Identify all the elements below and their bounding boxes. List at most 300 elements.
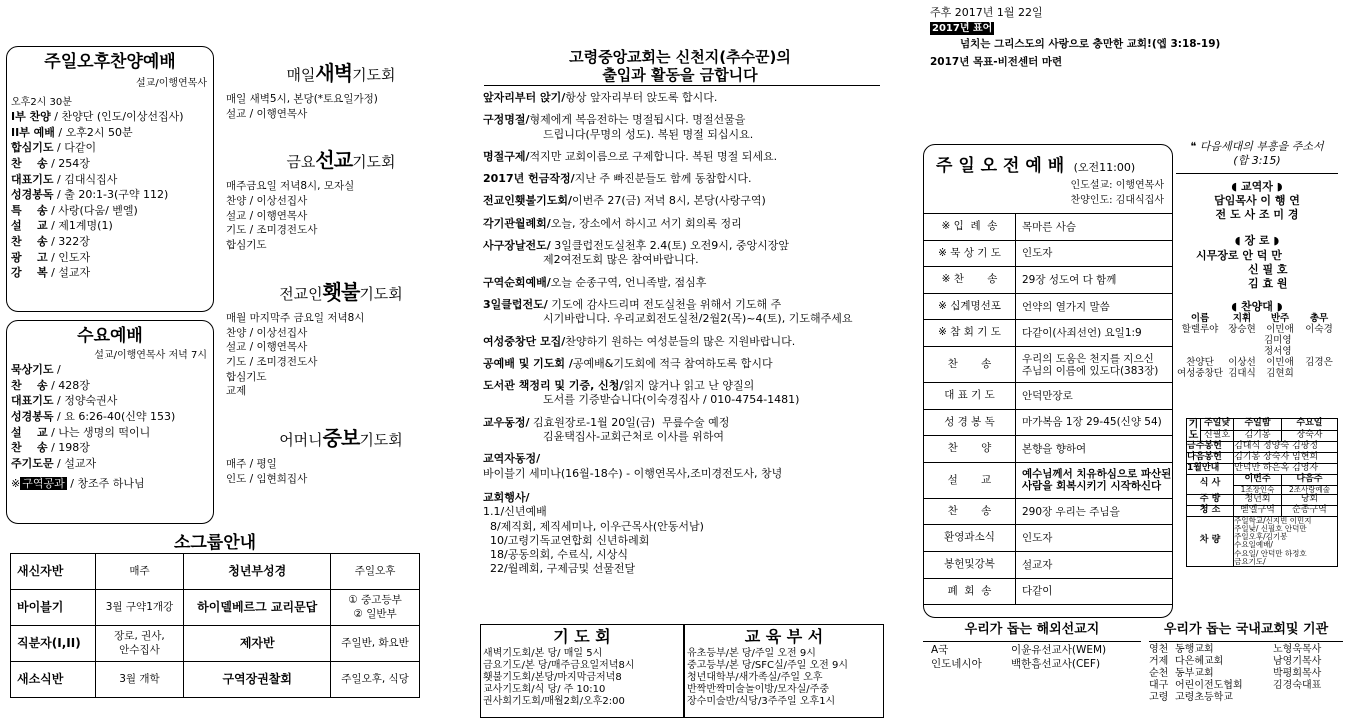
- morning-row: [924, 383, 1172, 410]
- prayer-meetings-column: [224, 60, 456, 486]
- notice-topic: 각기관월례회/: [483, 216, 551, 230]
- morning-service-time: (오전11:00): [1073, 161, 1136, 174]
- notice-item: [483, 217, 883, 231]
- domestic-mission-church: 어린이전도협회: [1175, 679, 1243, 691]
- wednesday-row-label: 대표기도: [11, 394, 54, 408]
- staff-elders-title: 장 로: [1244, 234, 1270, 248]
- bullet-right-icon: ◗: [1272, 299, 1283, 313]
- elder-line-2: 신 필 호: [1248, 263, 1288, 277]
- choir-r3-0: 여성중창단: [1177, 367, 1223, 379]
- notice-heading-rule: [484, 85, 880, 86]
- car-line: 금요기도/: [1234, 556, 1266, 566]
- small-group-name: 제자반: [184, 626, 331, 662]
- prayer-meeting-deco: 새벽: [315, 61, 353, 85]
- small-group-name: 새신자반: [11, 554, 96, 590]
- morning-service-order: [924, 213, 1172, 605]
- prayer-schedule-line: 권사회기도회/매월2회/오후2:00: [483, 695, 625, 707]
- choir-head-1: 지휘: [1232, 312, 1252, 324]
- afternoon-row-value: / 찬양단 (인도/이상선집사): [50, 110, 184, 124]
- notice-item: [483, 379, 883, 408]
- small-group-row: [11, 554, 420, 590]
- wednesday-row-label: 성경봉독: [11, 409, 54, 423]
- notice-item: [483, 239, 883, 268]
- notice-topic: 구정명절/: [483, 113, 530, 127]
- prayer-meeting-line: 찬양 / 이상선집사: [226, 326, 308, 339]
- duty-prayer-val-1: 김기봉: [1234, 430, 1282, 442]
- wednesday-last-label: 구역공과: [22, 477, 65, 491]
- duty-kitchen-val-1: 당회: [1281, 494, 1337, 505]
- education-line: 유초등부/본 당/주일 오전 9시: [687, 647, 816, 659]
- notice-body: 항상 앞자리부터 앉도록 합시다.: [565, 91, 718, 104]
- morning-row-value: 안덕만장로: [1022, 389, 1073, 402]
- afternoon-row-label: 광 고: [11, 250, 48, 264]
- domestic-mission-region: 순천: [1149, 667, 1169, 679]
- wednesday-row-value: /: [53, 363, 61, 377]
- domestic-mission-church: 동행교회: [1175, 643, 1214, 655]
- duty-row-1-value: 김기봉 장숙자 임현희: [1234, 452, 1338, 463]
- morning-row-value: 290장 우리는 주님을: [1022, 505, 1120, 518]
- afternoon-row-label: 찬 송: [11, 234, 48, 248]
- prayer-schedule-line: 새벽기도회/본 당/ 매일 5시: [483, 647, 603, 659]
- wednesday-last-prefix: ※: [11, 477, 21, 491]
- afternoon-row-value: / 제1계명(1): [47, 219, 113, 233]
- foreign-missions: [923, 622, 1141, 673]
- prayer-meeting-line: 매주 / 평일: [226, 457, 277, 470]
- morning-row-label: ※ 참 회 기 도: [924, 320, 1016, 346]
- small-group-name: 바이블기: [11, 590, 96, 626]
- morning-row-label: ※ 묵 상 기 도: [924, 241, 1016, 267]
- bullet-left-icon: ◖: [1231, 299, 1242, 313]
- morning-row: [924, 214, 1172, 241]
- notice-line: [483, 276, 883, 290]
- notice-body: 오늘, 장소에서 하시고 서기 회의록 정리: [550, 216, 742, 230]
- event-line: 18/공동의회, 수료식, 시상식: [483, 548, 628, 562]
- afternoon-row: [11, 234, 213, 250]
- small-group-row: [11, 662, 420, 698]
- prayer-meeting-section: [224, 147, 456, 252]
- morning-service-title: 주 일 오 전 예 배: [936, 156, 1065, 176]
- afternoon-row: [11, 172, 213, 188]
- morning-row: [924, 463, 1172, 499]
- wednesday-service-leader: 설교/이행연목사 저녁 7시: [94, 350, 207, 362]
- wednesday-row: [11, 362, 213, 378]
- event-line: 22/월례회, 구제금및 선물전달: [483, 562, 636, 576]
- choir-r1-2: 이민애: [1266, 323, 1294, 335]
- staff-choir-title: 찬양대: [1241, 299, 1273, 313]
- afternoon-row-label: 강 복: [11, 266, 48, 280]
- small-group-schedule: 3월 구약1개강: [95, 590, 184, 626]
- duty-car-row: [1187, 516, 1338, 567]
- morning-row: [924, 267, 1172, 294]
- duty-row-1-label: 다음봉헌: [1187, 452, 1234, 463]
- notice-line: [483, 194, 883, 208]
- prayer-meeting-line: 매월 마지막주 금요일 저녁8시: [226, 311, 365, 324]
- afternoon-service-order: [7, 109, 213, 281]
- domestic-missions-title: 우리가 돕는 국내교회및 기관: [1149, 622, 1343, 642]
- staff-ministers-title: 교역자: [1241, 179, 1273, 193]
- choir-row-1c: 정서영: [1264, 345, 1292, 357]
- news-line: 바이블기 세미나(16월-18수) - 이행연목사,조미경전도사, 창녕: [483, 466, 783, 480]
- small-group-name: 하이델베르그 교리문답: [184, 590, 331, 626]
- notice-topic: 도서관 책정리 및 기증, 신청/: [483, 379, 624, 393]
- domestic-mission-region: 대구: [1149, 679, 1169, 691]
- duty-prayer-val-0: 신필호: [1201, 430, 1234, 442]
- afternoon-row-value: / 322장: [47, 234, 90, 248]
- motto-text: 넘치는 그리스도의 사랑으로 충만한 교회!(엡 3:18-19): [960, 38, 1221, 50]
- afternoon-row-label: 성경봉독: [11, 188, 54, 202]
- duty-row-0-label: 금주봉헌: [1187, 442, 1234, 453]
- notice-line: [483, 91, 883, 105]
- afternoon-row: [11, 187, 213, 203]
- duty-meal-head-0: 이번주: [1234, 474, 1282, 485]
- car-line: 주일학교/신지빈 이민지: [1234, 515, 1312, 525]
- wednesday-row: [11, 378, 213, 394]
- afternoon-row-value: / 다같이: [53, 141, 97, 155]
- prayer-meeting-title: [226, 147, 456, 173]
- domestic-mission-contact: 김경숙대표: [1273, 679, 1322, 691]
- duty-row-2-label: 1월안내: [1187, 463, 1234, 474]
- prayer-meeting-section: [224, 60, 456, 121]
- notice-topic: 사구장날전도/: [483, 239, 551, 253]
- prayer-schedule-box: [480, 624, 684, 718]
- afternoon-row-value: / 김대식집사: [53, 172, 118, 186]
- duty-row-0-value: 김대식 정양숙 김팡정: [1234, 442, 1338, 453]
- afternoon-row-label: 특 송: [11, 203, 48, 217]
- small-group-schedule: ① 중고등부 ② 일반부: [331, 590, 420, 626]
- bullet-right-icon: ◗: [1272, 179, 1283, 193]
- notice-topic: 3일클럽전도/: [483, 297, 548, 311]
- wednesday-row-value: / 요 6:26-40(신약 153): [53, 409, 176, 423]
- prayer-meeting-line: 매주금요일 저녁8시, 모자실: [226, 180, 355, 193]
- duty-kitchen-label: 주 방: [1187, 494, 1234, 505]
- morning-row-value: 인도자: [1022, 247, 1053, 260]
- duty-car-label: 차 량: [1187, 516, 1234, 567]
- prayer-meeting-section: [224, 425, 456, 486]
- prayer-meeting-deco: 선교: [315, 148, 353, 173]
- foreign-mission-name: 이윤유선교사(WEM): [1011, 643, 1107, 656]
- notice-body: 찬양하기 원하는 여성분들의 많은 지원바랍니다.: [565, 334, 796, 348]
- domestic-mission-contact: 노형욱목사: [1273, 643, 1322, 655]
- afternoon-row-value: / 출 20:1-3(구약 112): [53, 188, 169, 202]
- small-group-row: [11, 590, 420, 626]
- wednesday-row-label: 주기도문: [11, 456, 54, 470]
- duty-row-2: [1187, 463, 1338, 474]
- afternoon-row-label: 찬 송: [11, 156, 48, 170]
- notice-item: [483, 416, 883, 445]
- event-line: 10/고령기독교연합회 신년하례회: [483, 533, 650, 547]
- bullet-right-icon: ◗: [1269, 234, 1280, 248]
- wednesday-last-value: / 창조주 하나님: [66, 477, 145, 491]
- choir-r2-3: 김경은: [1305, 356, 1333, 368]
- notice-body: 형제에게 복음전하는 명절됩시다. 명절선물을: [529, 113, 746, 127]
- small-group-name: 새소식반: [11, 662, 96, 698]
- notice-body: 적지만 교회이름으로 구제합니다. 복된 명절 되세요.: [529, 149, 778, 163]
- prayer-meeting-title: [226, 279, 456, 305]
- duty-table: [1186, 418, 1338, 567]
- domestic-mission-contact: 남영기목사: [1273, 655, 1322, 667]
- wednesday-service-order: [7, 362, 213, 471]
- duty-kitchen-row: [1187, 494, 1338, 505]
- duty-meal-val-1: 2조사랑예술: [1281, 485, 1337, 494]
- event-line: 1.1/신년예배: [483, 505, 547, 519]
- wednesday-row: [11, 425, 213, 441]
- bulletin-date: 주후 2017년 1월 22일: [930, 6, 1043, 19]
- missions-area: [923, 622, 1343, 716]
- minister-line: 담임목사 이 행 연: [1214, 193, 1300, 207]
- notice-heading-2: 출입과 활동을 금합니다: [602, 66, 758, 84]
- theme-verse-line2: (합 3:15): [1233, 154, 1281, 168]
- morning-row-value: 우리의 도움은 천지를 지으신 주님의 이름에 있도다(383장): [1022, 352, 1159, 377]
- foreign-mission-row: [931, 644, 1133, 658]
- notice-body-cont: 도서를 기증받습니다(이숙경집사 / 010-4754-1481): [543, 393, 800, 407]
- notice-body: 기도에 감사드리며 전도실천을 위해서 기도해 주: [547, 297, 782, 311]
- car-line: 주일낮/ 신필호 안덕만: [1234, 523, 1307, 533]
- theme-verse-line1: 다음세대의 부흥을 주소서: [1199, 140, 1324, 153]
- prayer-meeting-line: 설교 / 이행연목사: [226, 107, 308, 120]
- afternoon-row: [11, 203, 213, 219]
- notice-body: 공예배&기도회에 적극 참여하도록 합시다: [572, 356, 773, 370]
- morning-row-label: 설 교: [924, 463, 1016, 498]
- duty-prayer-head-row: [1187, 419, 1338, 431]
- prayer-schedule-line: 교사기도회/식 당/ 주 10:10: [483, 683, 606, 695]
- afternoon-row-value: / 인도자: [47, 250, 91, 264]
- notice-line: [483, 416, 883, 430]
- bullet-left-icon: ◖: [1234, 234, 1245, 248]
- staff-rule-1: [1176, 173, 1338, 174]
- duty-prayer-label: 기도: [1187, 419, 1201, 442]
- morning-row: [924, 552, 1172, 579]
- notice-line: [483, 298, 883, 312]
- notice-body: 지난 주 빠진분들도 함께 동참합시다.: [574, 172, 752, 186]
- morning-row-value: 설교자: [1022, 558, 1053, 571]
- staff-section-choir: [1176, 300, 1338, 314]
- prayer-meeting-line: 기도 / 조미경전도사: [226, 355, 318, 368]
- notice-item: [483, 276, 883, 290]
- morning-service-sub2: 찬양인도: 김대식집사: [1070, 195, 1164, 207]
- prayer-meeting-deco: 중보: [322, 425, 360, 450]
- afternoon-row-label: I부 찬양: [11, 110, 51, 124]
- prayer-meeting-line: 교제: [226, 385, 247, 398]
- duty-row-2-value: 안덕만 하은옥 김영자: [1234, 463, 1338, 474]
- prayer-meeting-line: 기도 / 조미경전도사: [226, 224, 318, 237]
- morning-row-value: 목마른 사슴: [1022, 220, 1077, 233]
- wednesday-row-value: / 나는 생명의 떡이니: [47, 425, 151, 439]
- notice-item: [483, 172, 883, 186]
- notice-list: [483, 91, 883, 577]
- notice-body: 이번주 27(금) 저녁 8시, 본당(사랑구역): [572, 194, 766, 208]
- prayer-meeting-title: [226, 425, 456, 451]
- morning-row-label: 환영과소식: [924, 525, 1016, 551]
- notice-topic: 교우동정/: [483, 415, 530, 429]
- notice-item: [483, 113, 883, 142]
- afternoon-row-label: 합심기도: [11, 141, 54, 155]
- afternoon-row: [11, 109, 213, 125]
- theme-verse: [1176, 140, 1338, 169]
- notice-topic: 명절구제/: [483, 149, 530, 163]
- morning-row-label: 찬 송: [924, 499, 1016, 525]
- domestic-mission-row: [1149, 668, 1343, 680]
- choir-row-1: [1176, 325, 1338, 336]
- afternoon-service-title: 주일오후찬양예배: [44, 52, 176, 72]
- wednesday-service-title: 수요예배: [77, 326, 143, 346]
- notice-topic: 구역순회예배/: [483, 275, 551, 289]
- notice-line: [483, 113, 883, 127]
- afternoon-row-value: / 사랑(다움/ 벧엘): [47, 203, 138, 217]
- notice-body-cont: 제2여전도회 많은 참여바랍니다.: [543, 253, 699, 267]
- choir-r1-3: 이숙경: [1305, 323, 1333, 335]
- afternoon-row-value: / 오후2시 50분: [54, 125, 133, 139]
- morning-row-value: 언약의 열가지 말씀: [1022, 300, 1110, 313]
- staff-section-elders: [1176, 234, 1338, 248]
- morning-row: [924, 499, 1172, 526]
- morning-service-box: [923, 144, 1173, 618]
- small-group-name: 구역장권찰회: [184, 662, 331, 698]
- duty-prayer-head-2: 수요일: [1281, 419, 1337, 431]
- prayer-meeting-deco: 횃불: [322, 279, 360, 304]
- prayer-meeting-pre: 전교인: [279, 284, 323, 303]
- notice-line: [483, 379, 883, 393]
- afternoon-service-time: 오후2시 30분: [11, 97, 72, 109]
- choir-head-3: 총무: [1309, 312, 1329, 324]
- small-group-schedule: 3월 개학: [95, 662, 184, 698]
- education-line: 중고등부/본 당/SFC실/주일 오전 9시: [687, 659, 849, 671]
- small-group-schedule: 장로, 권사, 안수집사: [95, 626, 184, 662]
- notice-line: [483, 357, 883, 371]
- car-line: 수요일예배/: [1234, 540, 1273, 550]
- notice-body-cont: 김윤택집사-교회근처로 이사를 위하여: [543, 430, 724, 444]
- bullet-left-icon: ◖: [1231, 179, 1242, 193]
- wednesday-row: [11, 393, 213, 409]
- notice-topic: 2017년 헌금작정/: [483, 172, 575, 186]
- small-group-name: 직분자(I,II): [11, 626, 96, 662]
- prayer-meeting-post: 기도회: [359, 430, 403, 449]
- small-group-schedule: 주일반, 화요반: [331, 626, 420, 662]
- prayer-schedule-lines: [481, 648, 683, 708]
- small-group-name: 청년부성경: [184, 554, 331, 590]
- prayer-meeting-post: 기도회: [352, 153, 396, 172]
- choir-r1-1: 장승현: [1228, 323, 1256, 335]
- notice-heading-1: 고령중앙교회는 신천지(추수꾼)의: [569, 48, 791, 66]
- events-title: 교회행사/: [483, 490, 530, 504]
- staff-column: [1176, 140, 1338, 380]
- choir-r3-1: 김대식: [1228, 367, 1256, 379]
- event-line: 8/제직회, 제직세미나, 이우근목사(안동서남): [483, 519, 704, 533]
- prayer-meeting-line: 합심기도: [226, 370, 267, 383]
- small-group-schedule: 주일오후: [331, 554, 420, 590]
- afternoon-row-value: / 설교자: [47, 266, 91, 280]
- choir-head-0: 이름: [1190, 312, 1210, 324]
- wednesday-row-value: / 설교자: [53, 456, 97, 470]
- morning-row-label: 성 경 봉 독: [924, 410, 1016, 436]
- prayer-schedule-line: 금요기도/본 당/매주금요일저녁8시: [483, 659, 635, 671]
- morning-row-value: 마가복음 1장 29-45(신양 54): [1022, 416, 1162, 429]
- notice-item: [483, 298, 883, 327]
- foreign-mission-row: [931, 658, 1133, 672]
- staff-elders-list: [1176, 249, 1338, 292]
- notice-body: 김효원장로-1월 20일(금) 무릎수술 예정: [529, 415, 730, 429]
- wednesday-row: [11, 409, 213, 425]
- notice-line: [483, 239, 883, 253]
- foreign-mission-name: 백한흠선교사(CEF): [1011, 657, 1101, 670]
- notice-line: [483, 217, 883, 231]
- choir-r3-2: 김현희: [1266, 367, 1294, 379]
- domestic-mission-church: 다은혜교회: [1175, 655, 1224, 667]
- prayer-meeting-line: 합심기도: [226, 239, 267, 252]
- prayer-meeting-pre: 어머니: [279, 430, 323, 449]
- staff-ministers-list: [1176, 194, 1338, 223]
- prayer-meeting-section: [224, 279, 456, 399]
- domestic-mission-row: [1149, 644, 1343, 656]
- afternoon-service-leader: 설교/이행연목사: [136, 78, 207, 90]
- motto-tag: 2017년 표어: [932, 23, 993, 34]
- choir-r2-2: 이민애: [1266, 356, 1294, 368]
- car-line: 수요일/ 안덕만 하정호: [1234, 548, 1307, 558]
- afternoon-row: [11, 140, 213, 156]
- wednesday-row-label: 찬 송: [11, 441, 48, 455]
- notice-body-cont: 시기바랍니다. 우리교회전도실천/2월2(목)~4(토), 기도해주세요: [543, 312, 853, 326]
- wednesday-last-row: [7, 477, 213, 491]
- morning-row-label: 대 표 기 도: [924, 383, 1016, 409]
- afternoon-row: [11, 250, 213, 266]
- duty-meal-head-row: [1187, 474, 1338, 485]
- duty-clean-label: 청 소: [1187, 505, 1234, 516]
- prayer-meeting-line: 인도 / 임현희집사: [226, 472, 308, 485]
- morning-row-value: 인도자: [1022, 532, 1053, 545]
- prayer-schedule-title: 기 도 회: [553, 627, 611, 646]
- prayer-meeting-line: 찬양 / 이상선집사: [226, 195, 308, 208]
- morning-row-value: 29장 성도여 다 함께: [1022, 274, 1117, 287]
- morning-row-label: ※ 찬 송: [924, 267, 1016, 293]
- duty-row-1: [1187, 452, 1338, 463]
- small-groups-title: 소그룹안내: [173, 533, 257, 553]
- foreign-mission-country: A국: [931, 643, 949, 656]
- choir-r1-0: 할렐루야: [1181, 323, 1219, 335]
- prayer-schedule-line: 횃불기도회/본당/마지막금저녁8: [483, 671, 622, 683]
- prayer-meeting-title: [226, 60, 456, 86]
- morning-row: [924, 320, 1172, 347]
- quote-icon: ❝: [1190, 140, 1200, 153]
- education-box: [684, 624, 884, 718]
- notice-item: [483, 150, 883, 164]
- wednesday-row-value: / 198장: [47, 441, 90, 455]
- notice-body: 읽지 않거나 읽고 난 양질의: [623, 379, 755, 393]
- morning-row-label: ※ 입 례 송: [924, 214, 1016, 240]
- staff-section-ministers: [1176, 180, 1338, 194]
- small-group-row: [11, 626, 420, 662]
- morning-row: [924, 410, 1172, 437]
- wednesday-row-label: 설 교: [11, 425, 48, 439]
- duty-clean-row: [1187, 505, 1338, 516]
- choir-row-3: [1176, 369, 1338, 380]
- car-line: 주일오후/김기봉: [1234, 532, 1288, 542]
- notice-body-cont: 드립니다(무명의 성도). 복된 명절 되십시요.: [543, 127, 754, 141]
- prayer-meeting-line: 설교 / 이행연목사: [226, 341, 308, 354]
- domestic-mission-row: [1149, 656, 1343, 668]
- annual-goal: 2017년 목표-비전센터 마련: [930, 56, 1063, 68]
- domestic-mission-row: [1149, 692, 1343, 704]
- duty-row-0: [1187, 442, 1338, 453]
- wednesday-row-value: / 428장: [47, 378, 90, 392]
- wednesday-row-label: 묵상기도: [11, 363, 54, 377]
- duty-meal-head-1: 다음주: [1281, 474, 1337, 485]
- morning-row: [924, 241, 1172, 268]
- prayer-meeting-pre: 금요: [286, 153, 316, 172]
- education-line: 청년대학부/새가족실/주일 오후: [687, 671, 823, 683]
- notice-topic: 전교인횃불기도회/: [483, 194, 573, 208]
- prayer-meeting-post: 기도회: [352, 66, 396, 84]
- choir-row-1b: 김미영: [1264, 334, 1292, 346]
- notice-item: [483, 357, 883, 371]
